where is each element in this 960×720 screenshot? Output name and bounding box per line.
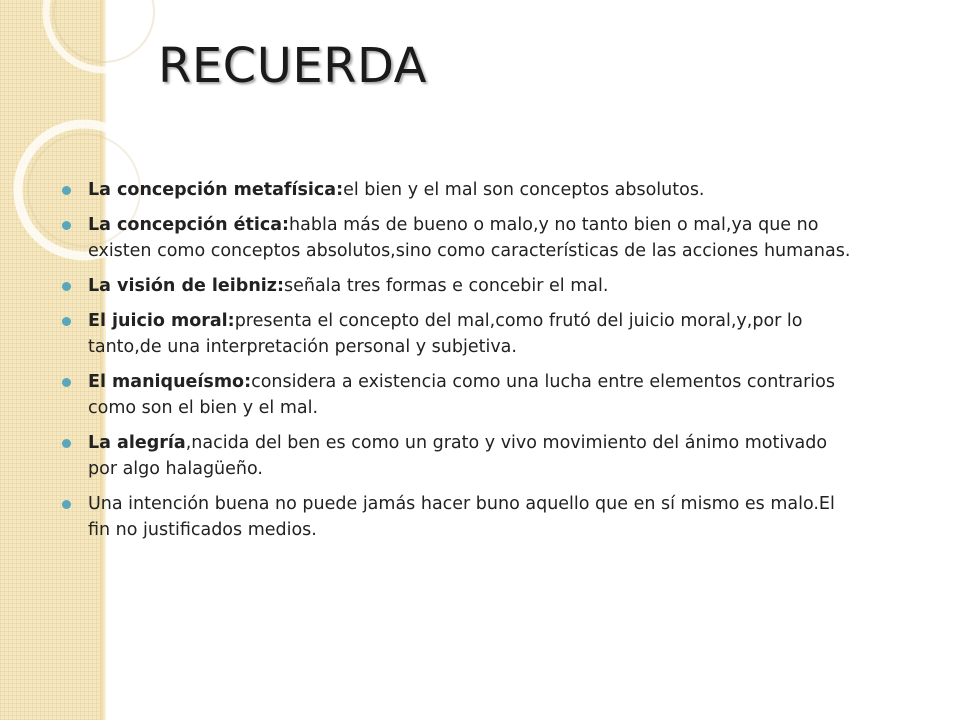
item-text: el bien y el mal son conceptos absolutos. — [343, 180, 705, 200]
item-lead: El maniqueísmo: — [88, 372, 252, 392]
list-item — [62, 430, 852, 482]
list-item — [62, 212, 852, 264]
item-lead: La alegría — [88, 433, 186, 453]
list-item — [62, 369, 852, 421]
bullet-dot-icon — [62, 186, 71, 195]
item-lead: La concepción metafísica: — [88, 180, 344, 200]
item-lead: La visión de leibniz: — [88, 276, 284, 296]
item-lead: El juicio moral: — [88, 311, 235, 331]
bullet-dot-icon — [62, 317, 71, 326]
bullet-dot-icon — [62, 282, 71, 291]
item-text: presenta el concepto del mal,como frutó del juicio moral,y,por lo tanto,de una interpretación personal y subjetiva. — [88, 311, 803, 357]
item-text: Una intención buena no puede jamás hacer buno aquello que en sí mismo es malo.El fin no justificados medios. — [88, 494, 835, 540]
item-text: habla más de bueno o malo,y no tanto bien o mal,ya que no existen como conceptos absolutos,sino como características de las acciones humanas. — [88, 215, 851, 261]
bullet-dot-icon — [62, 221, 71, 230]
bullet-list — [62, 177, 852, 552]
list-item — [62, 273, 852, 299]
bullet-dot-icon — [62, 500, 71, 509]
list-item — [62, 177, 852, 203]
item-text: considera a existencia como una lucha entre elementos contrarios como son el bien y el mal. — [88, 372, 835, 418]
bullet-dot-icon — [62, 378, 71, 387]
item-lead: La concepción ética: — [88, 215, 290, 235]
item-text: ,nacida del ben es como un grato y vivo movimiento del ánimo motivado por algo halagüeño. — [88, 433, 828, 479]
list-item — [62, 308, 852, 360]
item-text: señala tres formas e concebir el mal. — [283, 276, 609, 296]
slide-title: RECUERDA — [158, 38, 427, 94]
list-item — [62, 491, 852, 543]
bullet-dot-icon — [62, 439, 71, 448]
